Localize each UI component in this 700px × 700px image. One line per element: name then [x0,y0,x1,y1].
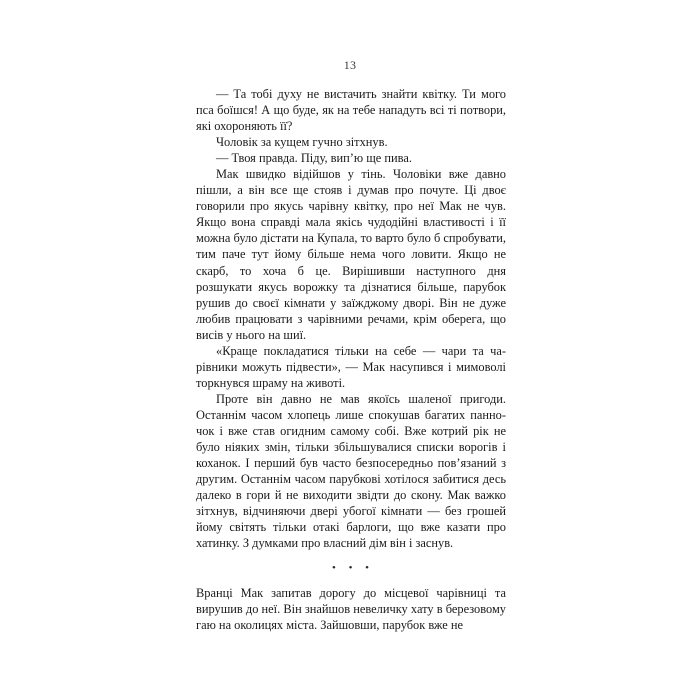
paragraph: Мак швидко відійшов у тінь. Чоловіки вже давно пішли, а він все ще стояв і думав про почуте. Ці двоє говорили про якусь чарівну квітку, про неї Мак не чув. Якщо вона справді мала якісь чудодійні властивості і її можна було дістати на Купала, то варто було б спробувати, тим паче тут йому більше нема чого ловити. Якщо не скарб, то хоча б це. Вирішивши наступного дня розшукати якусь ворожку та дізнатися більше, парубок рушив до своєї кімнати у заїжджому дворі. Він не дуже любив працювати з чарівними речами, крім оберега, що висів у нього на шиї. [196,167,506,342]
paragraph: — Та тобі духу не вистачить знайти квітку. Ти мого пса боїшся! А що буде, як на тебе нападуть всі ті потвори, які охороняють її? [196,87,506,134]
paragraph: «Краще покладатися тільки на себе — чари та чарівники можуть підвести», — Мак насупився і мимоволі торкнувся шраму на животі. [196,343,506,390]
paragraph: Вранці Мак запитав дорогу до місцевої чарівниці та вирушив до неї. Він знайшов невеличку хату в березовому гаю на околицях міста. Зайшовши, парубок вже не [196,586,506,633]
scene-break-divider [196,551,506,585]
scene-break-dots: • • • [331,562,375,575]
paragraph: Чоловік за кущем гучно зітхнув. [216,135,388,150]
paragraph: Проте він давно не мав якоїсь шаленої пригоди. Останнім часом хлопець лише спокушав багатих панночок і вже став огидним самому собі. Вже котрий рік не було ніяких змін, тільки збільшувалися списки ворогів і коханок. І перший був часто безпосередньо пов’язаний з другим. Останнім часом парубкові хотілося забитися десь далеко в гори й не виходити звідти до скону. Мак важко зітхнув, відчиняючи двері убогої кімнати — без грошей йому світять тільки отакі барлоги, що вже казати про хатинку. З думками про власний дім він і заснув. [196,391,506,551]
paragraph: — Твоя правда. Піду, вип’ю ще пива. [216,151,412,166]
text-column [196,86,506,634]
page-number: 13 [343,58,357,72]
